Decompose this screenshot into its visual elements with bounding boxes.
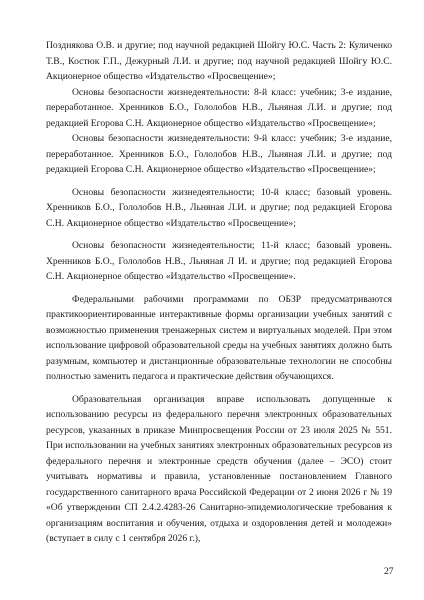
paragraph-federal-programs: Федеральными рабочими программами по ОБЗР предусматриваются практикоориентированные интерактивные формы организации учебных занятий с возможностью применения тренажерных систем и виртуальных моделей. При этом использование цифровой образовательной среды на учебных занятиях должно быть разумным, компьютер и дистанционные образовательные технологии не способны полностью заменить педагога и практические действия обучающихся. <box>46 293 392 382</box>
paragraph-continuation: Позднякова О.В. и другие; под научной редакцией Шойгу Ю.С. Часть 2: Куличенко Т.В., Костюк Г.П., Дежурный Л.И. и другие; под научной редакцией Шойгу Ю.С. Акционерное общество «Издательство «Просвещение»; <box>46 40 392 82</box>
paragraph-educational-organization: Образовательная организация вправе использовать допущенные к использованию ресурсы из федерального перечня электронных образовательных ресурсов, указанных в приказе Минпросвещения России от 23 июля 2025 № 551. При использовании на учебных занятиях электронных образовательных ресурсов из федерального перечня и электронные средств обучения (далее – ЭСО) стоит учитывать нормативы и правила, установленные постановлением Главного государственного санитарного врача Российской Федерации от 2 июня 2026 г № 19 «Об утверждении СП 2.4.2.4283-26 Санитарно-эпидемиологические требования к организациям воспитания и обучения, отдыха и оздоровления детей и молодежи» (вступает в силу с 1 сентября 2026 г.), <box>46 393 392 544</box>
document-page <box>46 38 392 547</box>
paragraph-spacer <box>46 385 392 392</box>
paragraph-textbook-grade-8: Основы безопасности жизнедеятельности: 8-й класс: учебник; 3-е издание, переработанное. Хренников Б.О., Гололобов Н.В., Льняная Л.И. и другие; под редакцией Егорова С.Н. Акционерное общество «Издательство «Просвещение»; <box>46 86 392 129</box>
paragraph-spacer <box>46 285 392 292</box>
paragraph-textbook-grade-10: Основы безопасности жизнедеятельности; 10-й класс; базовый уровень. Хренников Б.О., Гололобов Н.В., Льняная Л.И. и другие; под редакцией Егорова С.Н. Акционерное общество «Издательство «Просвещение»; <box>46 186 392 229</box>
paragraph-spacer <box>46 231 392 238</box>
paragraph-textbook-grade-11: Основы безопасности жизнедеятельности; 11-й класс; базовый уровень. Хренников Б.О., Гололобов Н.В., Льняная Л И. и другие; под редакцией Егорова С.Н. Акционерное общество «Издательство «Просвещение». <box>46 240 392 282</box>
paragraph-textbook-grade-9: Основы безопасности жизнедеятельности: 9-й класс: учебник; 3-е издание, переработанное. Хренников Б.О., Гололобов Н.В., Льняная Л.И. и другие; под редакцией Егорова С.Н. Акционерное общество «Издательство «Просвещение»; <box>46 133 392 175</box>
page-number: 27 <box>384 566 394 577</box>
paragraph-spacer <box>46 178 392 185</box>
